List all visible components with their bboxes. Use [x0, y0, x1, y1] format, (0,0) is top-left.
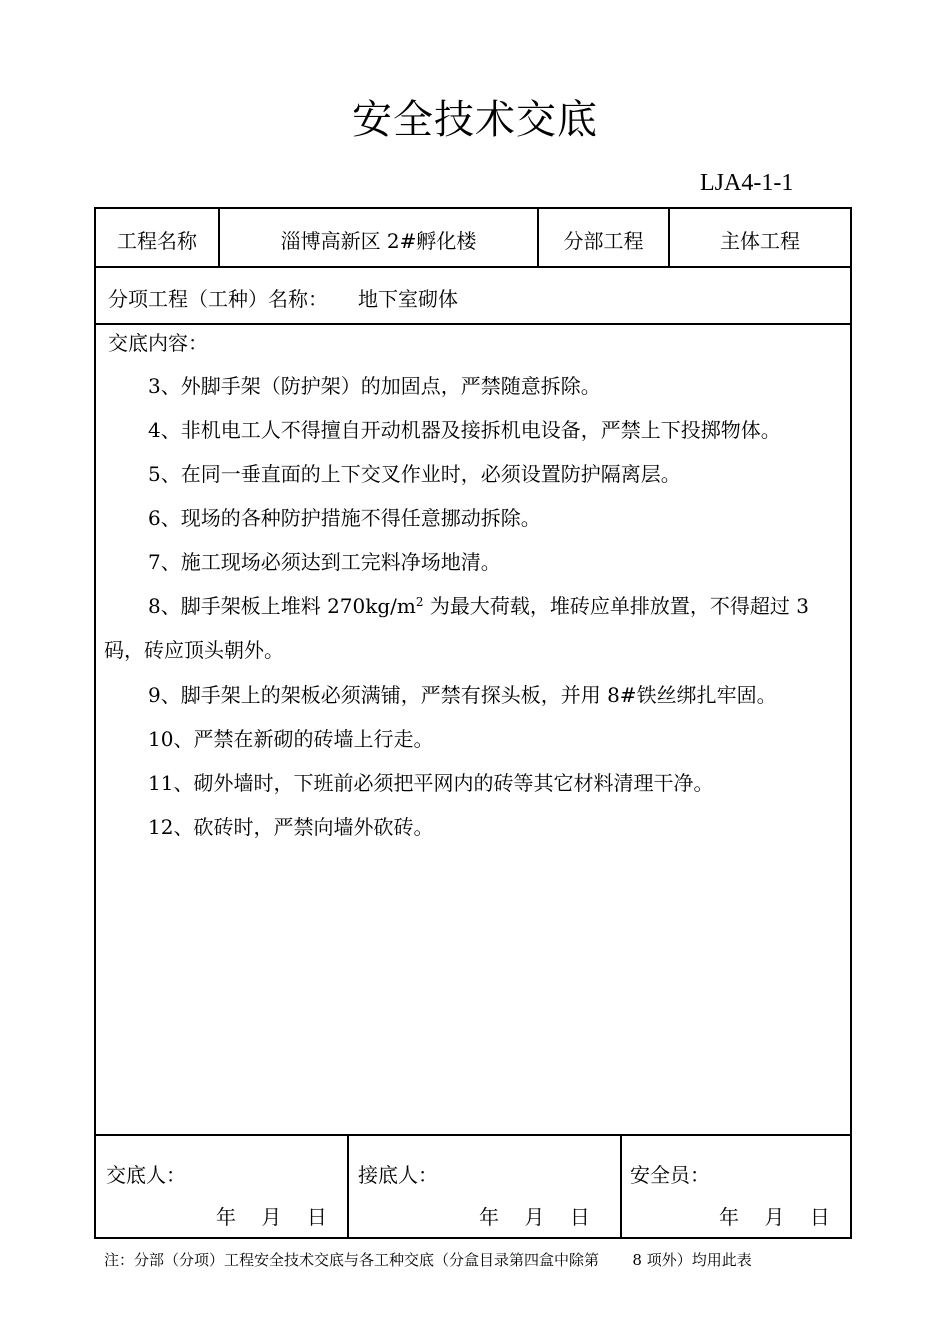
content-item: 11、砌外墙时，下班前必须把平网内的砖等其它材料清理干净。 — [148, 771, 714, 795]
content-item: 4、非机电工人不得擅自开动机器及接拆机电设备，严禁上下投掷物体。 — [148, 418, 781, 442]
safety-officer-date: 年 月 日 — [719, 1205, 830, 1229]
subitem-value: 地下室砌体 — [358, 287, 458, 311]
receiver-label: 接底人： — [358, 1163, 438, 1187]
col-divider — [347, 1135, 349, 1237]
form-table — [94, 207, 852, 1239]
project-name-label: 工程名称 — [117, 229, 197, 253]
content-item: 9、脚手架上的架板必须满铺，严禁有探头板，并用 8#铁丝绑扎牢固。 — [148, 683, 777, 707]
giver-date: 年 月 日 — [216, 1205, 327, 1229]
content-item: 10、严禁在新砌的砖墙上行走。 — [148, 727, 434, 751]
division-label: 分部工程 — [563, 229, 644, 253]
document-title: 安全技术交底 — [352, 97, 598, 143]
subitem-label: 分项工程（工种）名称： — [108, 287, 328, 311]
item8-superscript: 2 — [415, 595, 424, 609]
item8-text-continued: 为最大荷载，堆砖应单排放置，不得超过 3 — [423, 594, 809, 618]
content-label: 交底内容： — [108, 331, 208, 355]
division-value: 主体工程 — [720, 229, 800, 253]
content-item — [148, 590, 809, 619]
row-divider — [96, 1134, 850, 1136]
item8-text: 8、脚手架板上堆料 270kg/m — [148, 594, 416, 618]
safety-officer-label: 安全员： — [630, 1163, 710, 1187]
content-item: 12、砍砖时，严禁向墙外砍砖。 — [148, 815, 434, 839]
content-item-continuation: 码，砖应顶头朝外。 — [104, 638, 284, 662]
project-name-value: 淄博高新区 2#孵化楼 — [280, 229, 477, 253]
form-code: LJA4-1-1 — [700, 170, 794, 196]
col-divider — [620, 1135, 622, 1237]
content-item: 5、在同一垂直面的上下交叉作业时，必须设置防护隔离层。 — [148, 462, 681, 486]
content-item: 6、现场的各种防护措施不得任意挪动拆除。 — [148, 506, 541, 530]
receiver-date: 年 月 日 — [479, 1205, 590, 1229]
content-item: 3、外脚手架（防护架）的加固点，严禁随意拆除。 — [148, 374, 601, 398]
footer-note: 注：分部（分项）工程安全技术交底与各工种交底（分盒目录第四盒中除第 8 项外）均用此表 — [104, 1251, 752, 1269]
content-item: 7、施工现场必须达到工完料净场地清。 — [148, 550, 501, 574]
giver-label: 交底人： — [106, 1163, 186, 1187]
row-divider — [96, 323, 850, 325]
row-divider — [96, 266, 850, 268]
